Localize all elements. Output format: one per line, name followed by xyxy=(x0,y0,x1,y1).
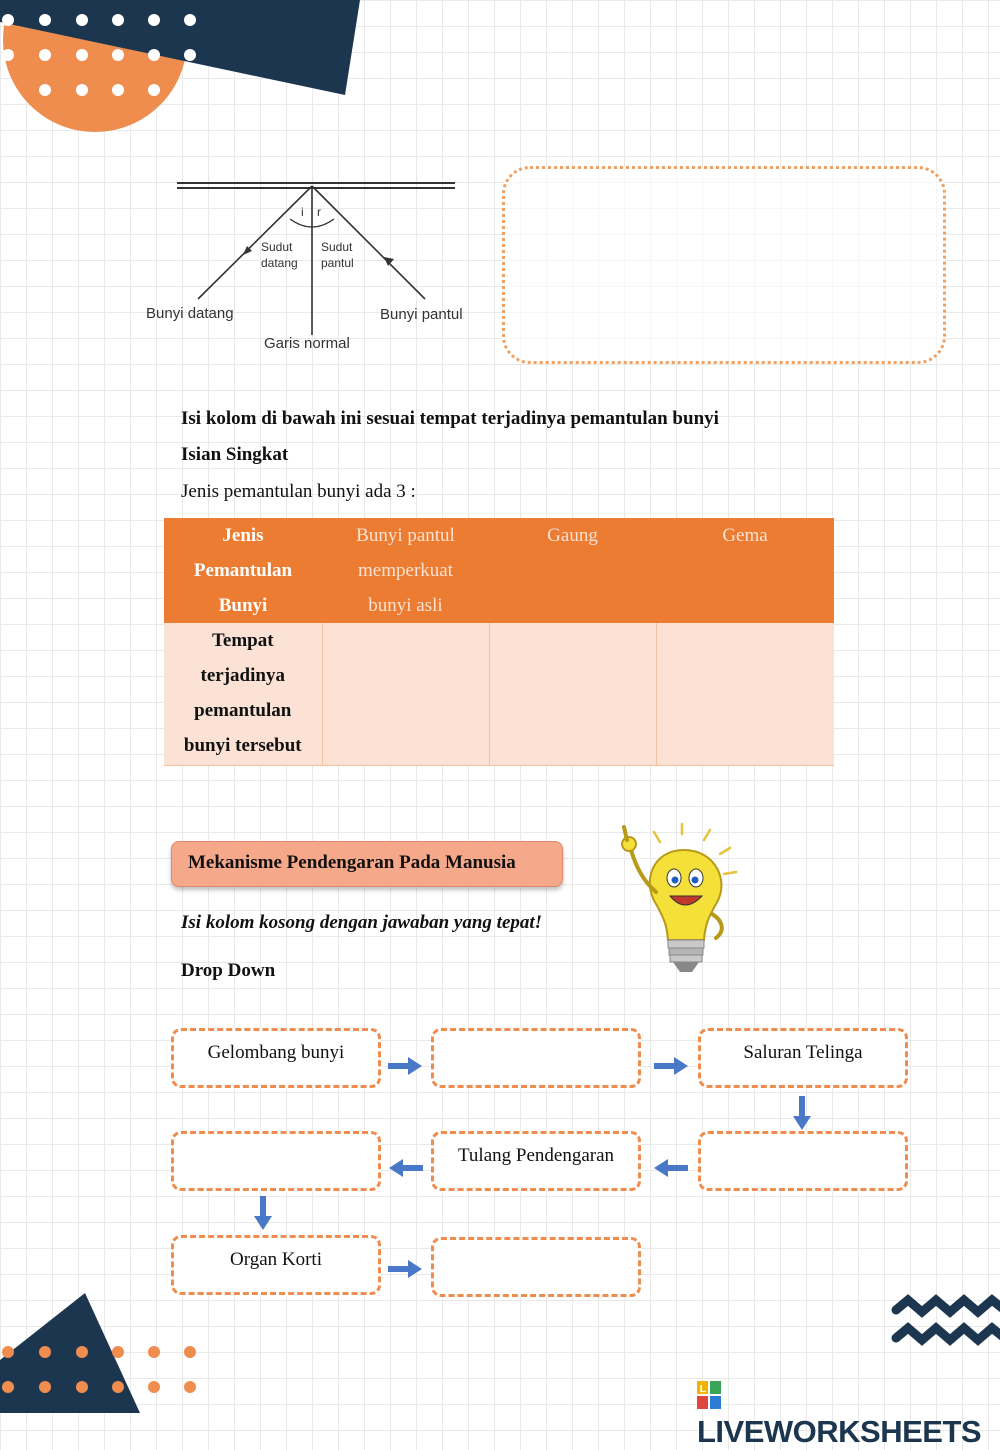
liveworksheets-mark-icon xyxy=(697,1381,721,1409)
mechanism-banner: Mekanisme Pendengaran Pada Manusia xyxy=(171,841,563,887)
arrow-right-icon xyxy=(654,1057,688,1075)
arrow-left-icon xyxy=(389,1159,423,1177)
liveworksheets-logo: L LIVEWORKSHEETS xyxy=(697,1378,1000,1450)
section-type-isian-singkat: Isian Singkat xyxy=(181,444,289,465)
arrow-right-icon xyxy=(388,1260,422,1278)
body-row-label: Tempat terjadinya pemantulan bunyi tersebut xyxy=(164,623,322,766)
flow-dropdown-8[interactable] xyxy=(431,1237,641,1297)
column-gema: Gema xyxy=(656,518,834,623)
header-row-label: Jenis Pemantulan Bunyi xyxy=(164,518,322,623)
lightbulb-mascot-icon xyxy=(612,822,747,987)
angle-i-label: i xyxy=(301,205,304,219)
diagram-answer-box[interactable] xyxy=(502,166,946,364)
column-gaung: Gaung xyxy=(489,518,656,623)
table-header-row xyxy=(164,518,834,623)
answer-cell-bunyi-pantul[interactable] xyxy=(322,623,489,766)
flow-dropdown-4[interactable] xyxy=(698,1131,908,1191)
sudut-datang-label-2: datang xyxy=(261,256,298,270)
mechanism-instruction: Isi kolom kosong dengan jawaban yang tepat! xyxy=(181,912,543,933)
sound-reflection-diagram xyxy=(140,175,480,360)
arrow-down-icon xyxy=(254,1196,272,1230)
answer-cell-gaung[interactable] xyxy=(489,623,656,766)
fill-columns-instruction: Isi kolom di bawah ini sesuai tempat terjadinya pemantulan bunyi xyxy=(181,408,719,429)
flow-box-gelombang-bunyi: Gelombang bunyi xyxy=(171,1028,381,1088)
arrow-right-icon xyxy=(388,1057,422,1075)
sudut-pantul-label-2: pantul xyxy=(321,256,354,270)
column-bunyi-pantul-memperkuat: Bunyi pantul memperkuat bunyi asli xyxy=(322,518,489,623)
flow-box-tulang-pendengaran: Tulang Pendengaran xyxy=(431,1131,641,1191)
sudut-datang-label-1: Sudut xyxy=(261,240,293,254)
types-intro: Jenis pemantulan bunyi ada 3 : xyxy=(181,481,416,502)
bunyi-pantul-label: Bunyi pantul xyxy=(380,306,463,323)
arrow-left-icon xyxy=(654,1159,688,1177)
section-type-drop-down: Drop Down xyxy=(181,960,276,981)
svg-text:L: L xyxy=(699,1384,706,1395)
bunyi-datang-label: Bunyi datang xyxy=(146,305,234,322)
garis-normal-label: Garis normal xyxy=(264,335,350,352)
flow-box-saluran-telinga: Saluran Telinga xyxy=(698,1028,908,1088)
sudut-pantul-label-1: Sudut xyxy=(321,240,353,254)
flow-dropdown-6[interactable] xyxy=(171,1131,381,1191)
table-body-row xyxy=(164,623,834,766)
reflection-types-table xyxy=(164,518,834,766)
flow-box-organ-korti: Organ Korti xyxy=(171,1235,381,1295)
flow-dropdown-2[interactable] xyxy=(431,1028,641,1088)
arrow-down-icon xyxy=(793,1096,811,1130)
angle-r-label: r xyxy=(317,205,321,219)
answer-cell-gema[interactable] xyxy=(656,623,834,766)
